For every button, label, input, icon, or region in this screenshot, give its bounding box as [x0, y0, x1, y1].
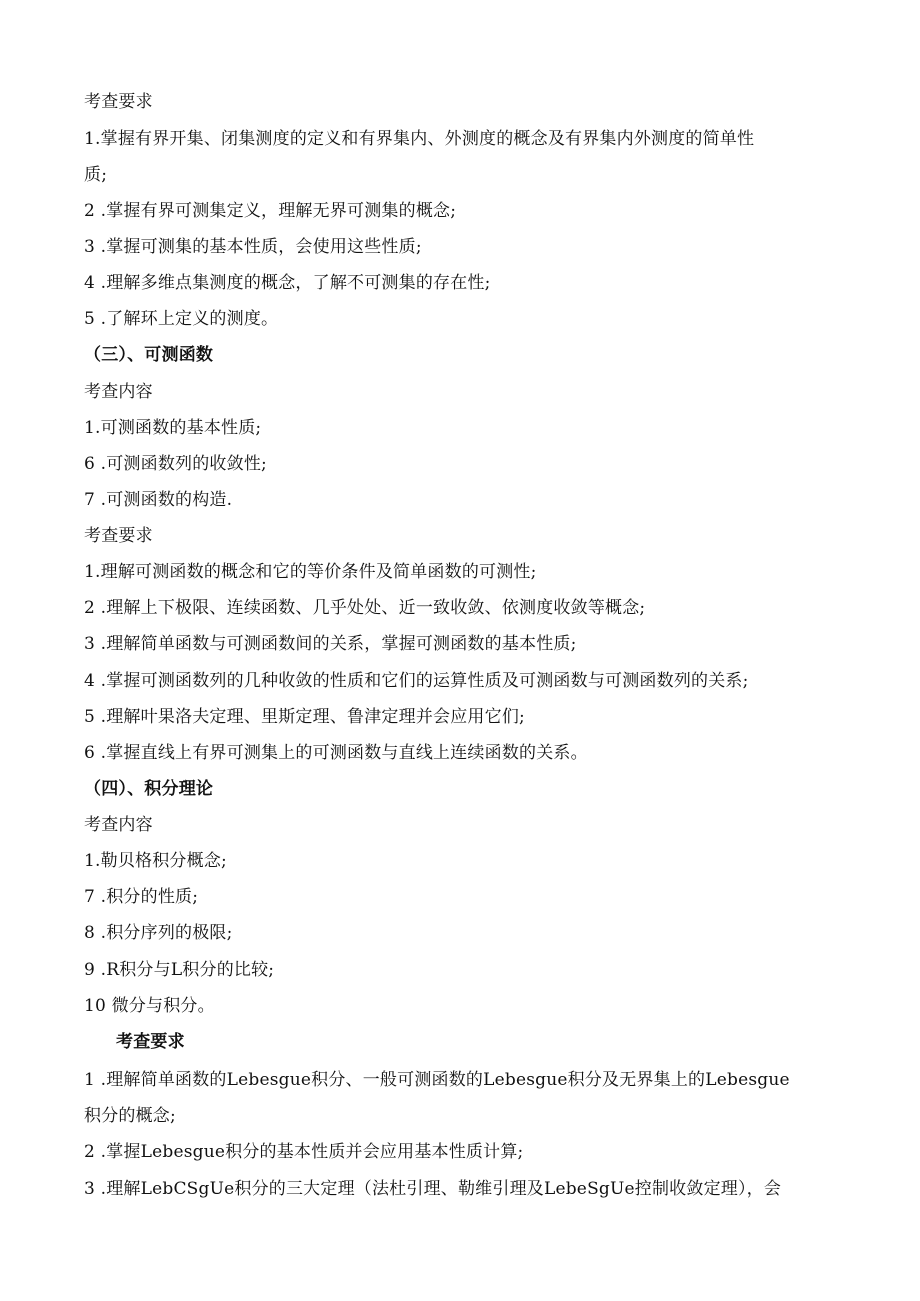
list-item-continuation: 积分的概念;	[84, 1106, 176, 1126]
list-item: 9 .R积分与L积分的比较;	[84, 960, 275, 980]
list-item: 7 .可测函数的构造.	[84, 490, 233, 510]
list-item: 1 .理解简单函数的Lebesgue积分、一般可测函数的Lebesgue积分及无界集上的Lebesgue	[84, 1070, 790, 1090]
list-item: 4 .理解多维点集测度的概念，了解不可测集的存在性;	[84, 273, 491, 293]
list-item: 5 .理解叶果洛夫定理、里斯定理、鲁津定理并会应用它们;	[84, 707, 525, 727]
list-item: 5 .了解环上定义的测度。	[84, 309, 279, 329]
content-label: 考查内容	[84, 815, 153, 835]
list-item: 10 微分与积分。	[84, 996, 215, 1016]
requirements-heading: 考查要求	[116, 1032, 185, 1052]
content-label: 考查内容	[84, 382, 153, 402]
list-item: 1.可测函数的基本性质;	[84, 418, 262, 438]
requirements-label: 考查要求	[84, 92, 153, 112]
list-item: 3 .理解简单函数与可测函数间的关系，掌握可测函数的基本性质;	[84, 634, 577, 654]
list-item: 3 .掌握可测集的基本性质，会使用这些性质;	[84, 237, 422, 257]
list-item: 2 .理解上下极限、连续函数、几乎处处、近一致收敛、依测度收敛等概念;	[84, 598, 646, 618]
list-item-continuation: 质;	[84, 165, 108, 185]
list-item: 6 .掌握直线上有界可测集上的可测函数与直线上连续函数的关系。	[84, 743, 588, 763]
section-heading-measurable-functions: （三）、可测函数	[84, 345, 214, 365]
list-item: 1.理解可测函数的概念和它的等价条件及简单函数的可测性;	[84, 562, 537, 582]
list-item: 1.勒贝格积分概念;	[84, 851, 227, 871]
list-item: 2 .掌握有界可测集定义，理解无界可测集的概念;	[84, 201, 457, 221]
list-item: 4 .掌握可测函数列的几种收敛的性质和它们的运算性质及可测函数与可测函数列的关系;	[84, 671, 749, 691]
list-item: 8 .积分序列的极限;	[84, 923, 233, 943]
list-item: 3 .理解LebCSgUe积分的三大定理（法杜引理、勒维引理及LebeSgUe控制收敛定理），会	[84, 1179, 782, 1199]
requirements-label: 考查要求	[84, 526, 153, 546]
section-heading-integration-theory: （四）、积分理论	[84, 779, 214, 799]
list-item: 6 .可测函数列的收敛性;	[84, 454, 267, 474]
list-item: 2 .掌握Lebesgue积分的基本性质并会应用基本性质计算;	[84, 1142, 524, 1162]
list-item: 1.掌握有界开集、闭集测度的定义和有界集内、外测度的概念及有界集内外测度的简单性	[84, 129, 755, 149]
list-item: 7 .积分的性质;	[84, 887, 199, 907]
